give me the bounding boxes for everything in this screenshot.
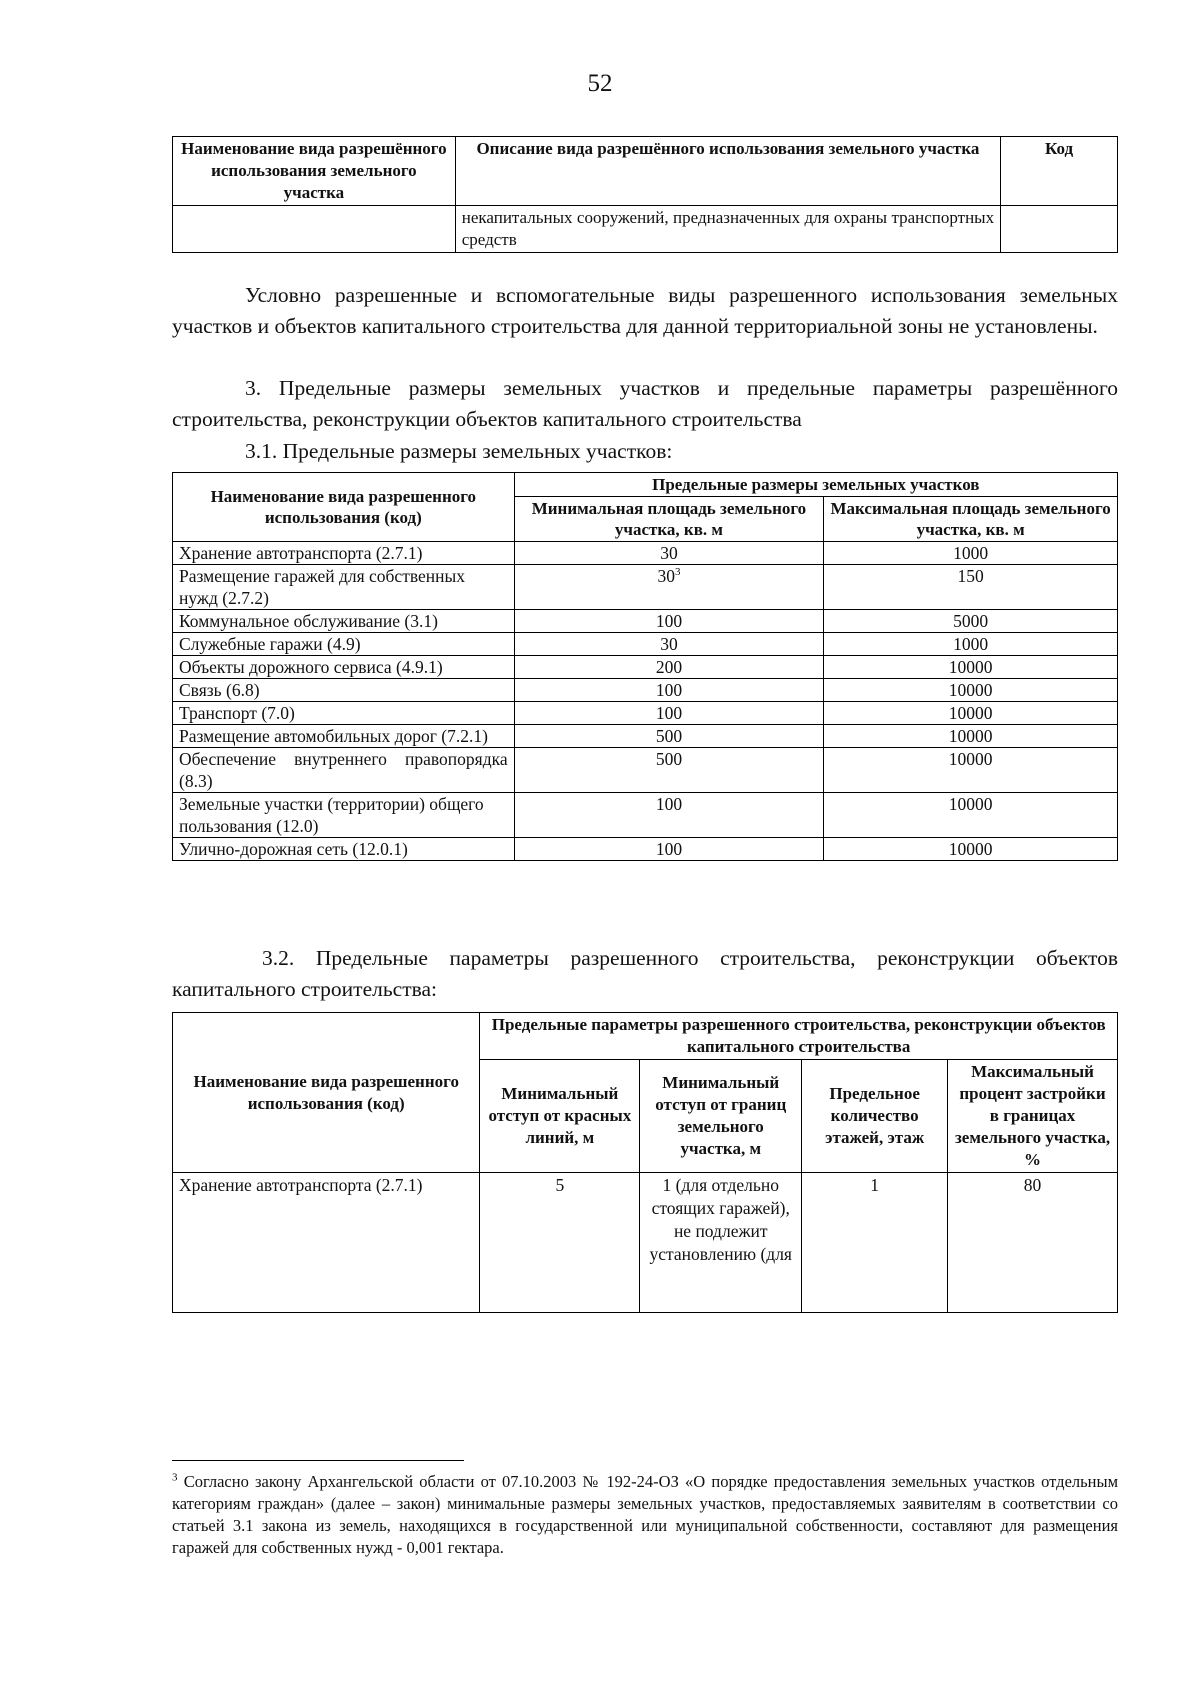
table-row [173,702,1118,725]
header-min-area: Минимальная площадь земельного участка, кв. м [514,497,824,542]
row-max: 1000 [824,542,1118,565]
header-plot-size-group: Предельные размеры земельных участков [514,473,1117,497]
header-min-red-line-setback: Минимальный отступ от красных линий, м [480,1060,640,1173]
row-min: 30 [514,542,824,565]
header-use-name: Наименование вида разрешенного использования (код) [173,1013,480,1173]
row-name: Размещение автомобильных дорог (7.2.1) [173,725,515,748]
table-row [173,793,1118,838]
plot-size-limits-table [172,472,1118,861]
row-max: 5000 [824,610,1118,633]
row-name: Служебные гаражи (4.9) [173,633,515,656]
paragraph-conditional-uses: Условно разрешенные и вспомогательные виды разрешенного использования земельных участков и объектов капитального строительства для данной территориальной зоны не установлены. [172,283,1118,338]
row-min: 100 [514,679,824,702]
section-3-heading: 3. Предельные размеры земельных участков и предельные параметры разрешённого строительства, реконструкции объектов капитального строительства [172,376,1118,431]
row-red-line-setback: 5 [480,1173,640,1313]
row-name: Хранение автотранспорта (2.7.1) [173,542,515,565]
footnote-marker: 3 [172,1471,178,1484]
row-boundary-setback: 1 (для отдельно стоящих гаражей), не подлежит установлению (для [640,1173,802,1313]
row-name: Коммунальное обслуживание (3.1) [173,610,515,633]
row-max: 10000 [824,748,1118,793]
row-min: 500 [514,748,824,793]
table-row [173,633,1118,656]
row-max: 10000 [824,656,1118,679]
row-max: 10000 [824,725,1118,748]
table-row [173,656,1118,679]
row-min-value: 30 [657,566,675,586]
row-min [514,565,824,610]
row-max: 10000 [824,838,1118,861]
footnote-divider [172,1460,464,1461]
row-min: 500 [514,725,824,748]
table-row [173,679,1118,702]
row-name: Земельные участки (территории) общего пользования (12.0) [173,793,515,838]
header-use-name: Наименование вида разрешенного использования (код) [173,473,515,542]
permitted-use-table [172,136,1118,253]
table-cell: некапитальных сооружений, предназначенных для охраны транспортных средств [455,206,1000,253]
row-floors: 1 [802,1173,948,1313]
row-name: Хранение автотранспорта (2.7.1) [173,1173,480,1313]
section-3-2-heading: 3.2. Предельные параметры разрешенного строительства, реконструкции объектов капитального строительства: [172,946,1118,1001]
row-name: Обеспечение внутреннего правопорядка (8.3) [173,748,515,793]
row-max: 10000 [824,679,1118,702]
header-use-name: Наименование вида разрешённого использования земельного участка [173,137,456,206]
building-parameters-table [172,1012,1118,1313]
header-use-description: Описание вида разрешённого использования земельного участка [455,137,1000,206]
row-name: Объекты дорожного сервиса (4.9.1) [173,656,515,679]
header-code: Код [1001,137,1118,206]
row-min: 100 [514,702,824,725]
row-max: 10000 [824,793,1118,838]
table-cell [1001,206,1118,253]
header-max-coverage: Максимальный процент застройки в границах земельного участка, % [948,1060,1118,1173]
header-min-boundary-setback: Минимальный отступ от границ земельного участка, м [640,1060,802,1173]
footnote-ref: 3 [674,566,681,579]
header-max-area: Максимальная площадь земельного участка, кв. м [824,497,1118,542]
table-row [173,725,1118,748]
row-max: 1000 [824,633,1118,656]
row-min: 100 [514,793,824,838]
row-min: 30 [514,633,824,656]
row-name: Транспорт (7.0) [173,702,515,725]
header-parameters-group: Предельные параметры разрешенного строительства, реконструкции объектов капитального строительства [480,1013,1118,1060]
table-row [173,1173,1118,1313]
row-min: 200 [514,656,824,679]
row-max: 150 [824,565,1118,610]
header-max-floors: Предельное количество этажей, этаж [802,1060,948,1173]
table-row [173,565,1118,610]
row-min: 100 [514,610,824,633]
footnote [172,1471,1118,1559]
row-max: 10000 [824,702,1118,725]
table-row [173,838,1118,861]
table-row [173,610,1118,633]
page-number: 52 [587,70,613,97]
row-name: Размещение гаражей для собственных нужд (2.7.2) [173,565,515,610]
footnote-text: Согласно закону Архангельской области от 07.10.2003 № 192-24-ОЗ «О порядке предоставления земельных участков отдельным категориям граждан» (далее – закон) минимальные размеры земельных участков, предоставляемых заявителям в соответствии со статьей 3.1 закона из земель, находящихся в государственной или муниципальной собственности, составляют для размещения гаражей для собственных нужд - 0,001 гектара. [172,1472,1119,1557]
section-3-1-heading: 3.1. Предельные размеры земельных участков: [245,439,673,463]
table-cell [173,206,456,253]
row-name: Связь (6.8) [173,679,515,702]
table-row [173,748,1118,793]
row-coverage: 80 [948,1173,1118,1313]
row-min: 100 [514,838,824,861]
table-row [173,542,1118,565]
row-name: Улично-дорожная сеть (12.0.1) [173,838,515,861]
